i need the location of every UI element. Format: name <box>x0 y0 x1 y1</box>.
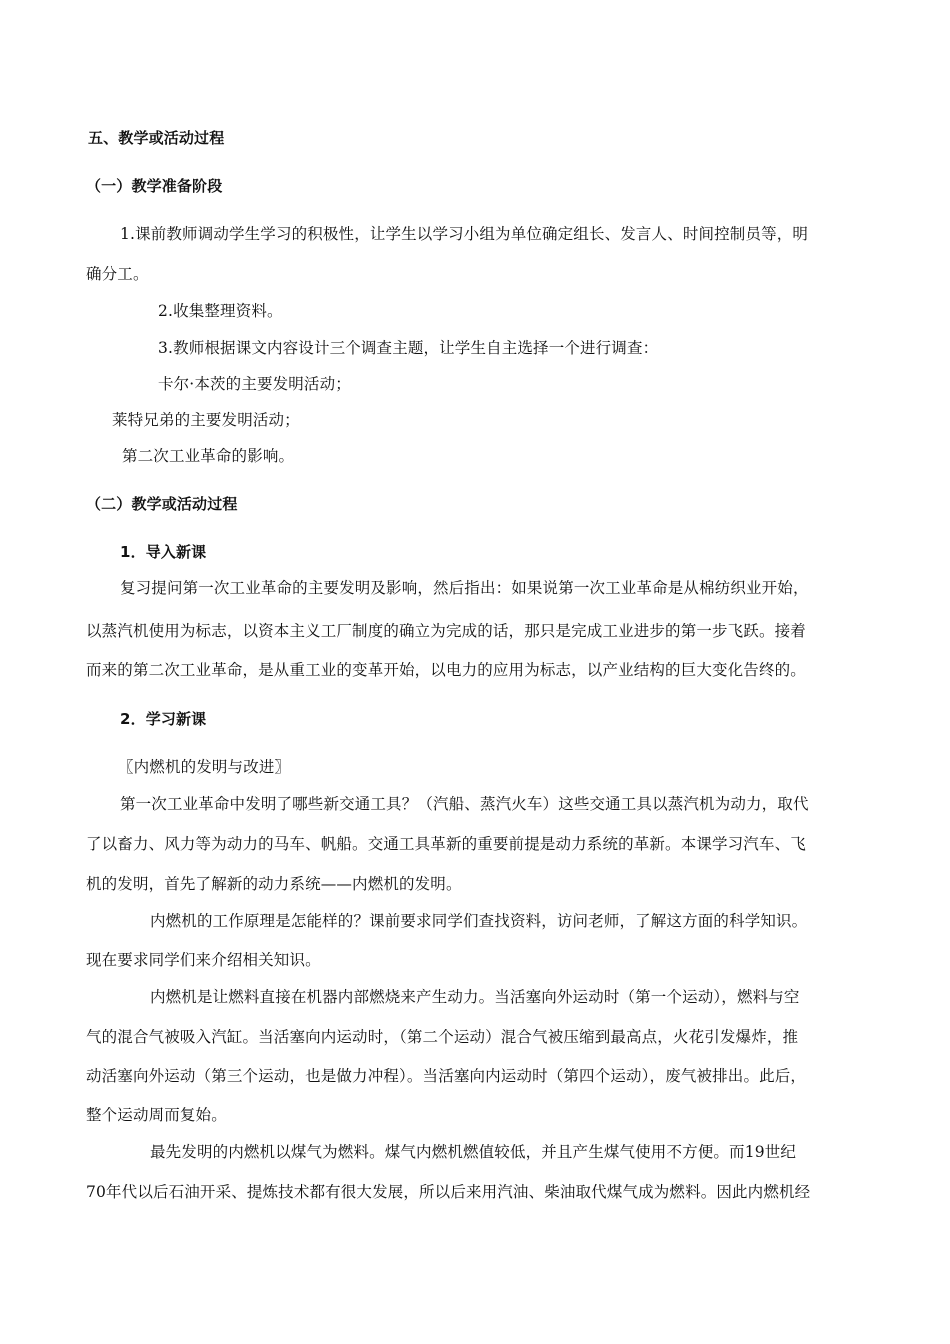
prep-item-2: 2.收集整理资料。 <box>158 302 283 320</box>
para2-line-1: 内燃机的工作原理是怎能样的？课前要求同学们查找资料，访问老师，了解这方面的科学知识。 <box>150 912 808 930</box>
para2-line-2: 现在要求同学们来介绍相关知识。 <box>86 951 321 969</box>
para3-line-4: 整个运动周而复始。 <box>86 1106 227 1124</box>
part1-heading: （一）教学准备阶段 <box>86 177 223 195</box>
intro-line-3: 而来的第二次工业革命，是从重工业的变革开始，以电力的应用为标志，以产业结构的巨大变化告终的。 <box>86 661 806 679</box>
prep-item-3: 3.教师根据课文内容设计三个调查主题，让学生自主选择一个进行调查： <box>158 339 659 357</box>
prep-item-1-line-2: 确分工。 <box>86 265 149 283</box>
para4-line-1: 最先发明的内燃机以煤气为燃料。煤气内燃机燃值较低，并且产生煤气使用不方便。而19世纪 <box>150 1143 797 1161</box>
para1-line-1: 第一次工业革命中发明了哪些新交通工具？（汽船、蒸汽火车）这些交通工具以蒸汽机为动力，取代 <box>120 795 809 813</box>
prep-item-1-line-1: 1.课前教师调动学生学习的积极性，让学生以学习小组为单位确定组长、发言人、时间控制员等，明 <box>120 225 809 243</box>
para1-line-3: 机的发明，首先了解新的动力系统——内燃机的发明。 <box>86 875 462 893</box>
survey-topic-2: 莱特兄弟的主要发明活动； <box>112 411 300 429</box>
new-lesson-heading: 2．学习新课 <box>120 710 207 728</box>
part2-heading: （二）教学或活动过程 <box>86 495 238 513</box>
para3-line-3: 动活塞向外运动（第三个运动，也是做力冲程）。当活塞向内运动时（第四个运动），废气被排出。此后， <box>86 1067 807 1085</box>
intro-line-1: 复习提问第一次工业革命的主要发明及影响，然后指出：如果说第一次工业革命是从棉纺织业开始， <box>120 579 809 597</box>
para3-line-2: 气的混合气被吸入汽缸。当活塞向内运动时，（第二个运动）混合气被压缩到最高点，火花引发爆炸，推 <box>86 1028 799 1046</box>
para3-line-1: 内燃机是让燃料直接在机器内部燃烧来产生动力。当活塞向外运动时（第一个运动），燃料与空 <box>150 988 800 1006</box>
section-title: 五、教学或活动过程 <box>88 129 225 147</box>
survey-topic-3: 第二次工业革命的影响。 <box>122 447 295 465</box>
para4-line-2: 70年代以后石油开采、提炼技术都有很大发展，所以后来用汽油、柴油取代煤气成为燃料。因此内燃机经 <box>86 1183 811 1201</box>
para1-line-2: 了以畜力、风力等为动力的马车、帆船。交通工具革新的重要前提是动力系统的革新。本课学习汽车、飞 <box>86 835 806 853</box>
survey-topic-1: 卡尔·本茨的主要发明活动； <box>158 375 351 393</box>
subtopic-heading: 〖内燃机的发明与改进〗 <box>118 758 291 776</box>
intro-line-2: 以蒸汽机使用为标志，以资本主义工厂制度的确立为完成的话，那只是完成工业进步的第一步飞跃。接着 <box>86 622 806 640</box>
intro-heading: 1．导入新课 <box>120 543 207 561</box>
